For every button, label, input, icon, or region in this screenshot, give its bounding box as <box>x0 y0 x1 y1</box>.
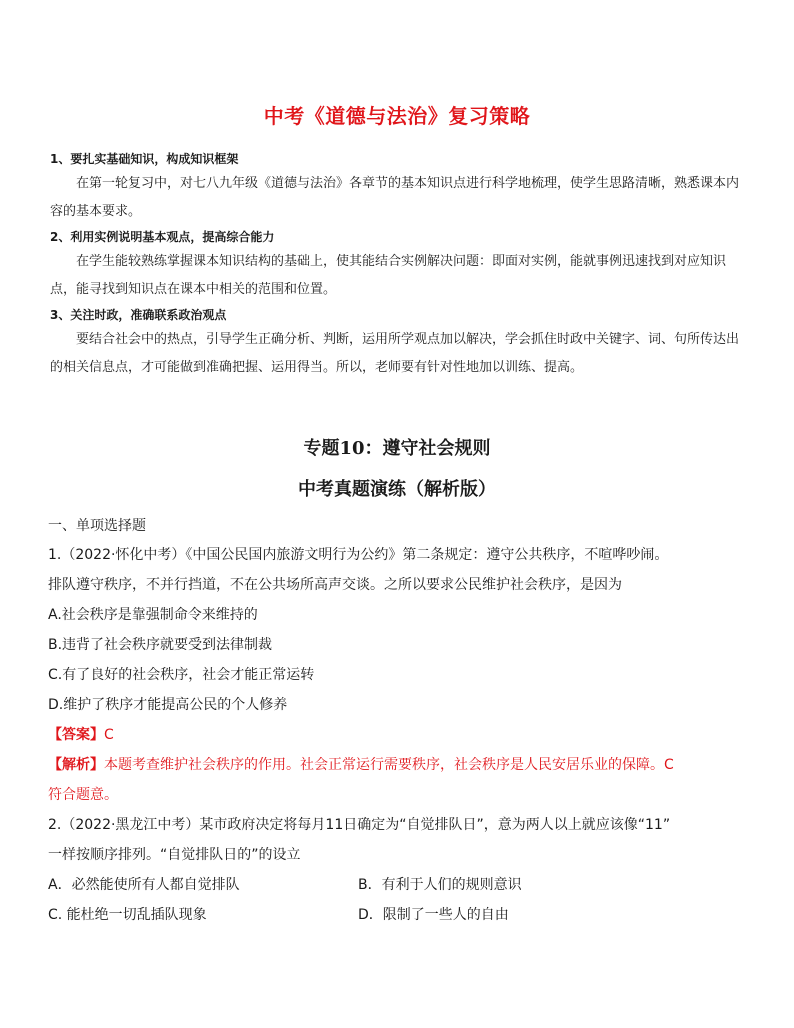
question-2-option-b: B．有利于人们的规则意识 <box>358 877 522 893</box>
question-2-option-c: C. 能杜绝一切乱插队现象 <box>48 907 207 923</box>
question-2-option-d: D．限制了一些人的自由 <box>358 907 509 923</box>
question-2-stem-line-1: 2.（2022·黑龙江中考）某市政府决定将每月11日确定为“自觉排队日”，意为两人以上就应该像“11” <box>48 817 671 833</box>
question-2 <box>48 810 753 930</box>
answer-value: C <box>104 727 114 743</box>
question-1-option-d: D.维护了秩序才能提高公民的个人修养 <box>48 697 288 713</box>
question-1-analysis-line-2: 符合题意。 <box>48 787 118 803</box>
question-2-stem-line-2: 一样按顺序排列。“自觉排队日的”的设立 <box>48 847 301 863</box>
answer-tag: 【答案】 <box>48 727 104 743</box>
strategy-heading-1: 1、要扎实基础知识，构成知识框架 <box>50 152 239 166</box>
question-1-answer <box>48 720 753 750</box>
question-1-stem-line-2: 排队遵守秩序，不并行挡道，不在公共场所高声交谈。之所以要求公民维护社会秩序，是因为 <box>48 577 622 593</box>
questions-section <box>48 512 753 930</box>
strategy-body-1: 在第一轮复习中，对七八九年级《道德与法治》各章节的基本知识点进行科学地梳理，使学生思路清晰，熟悉课本内容的基本要求。 <box>50 176 740 219</box>
question-2-option-a: A．必然能使所有人都自觉排队 <box>48 877 240 893</box>
question-1-option-a: A.社会秩序是靠强制命令来维持的 <box>48 607 258 623</box>
topic-title: 专题10：遵守社会规则 <box>303 438 491 459</box>
question-1-option-c: C.有了良好的社会秩序，社会才能正常运转 <box>48 667 315 683</box>
analysis-text-1: 本题考查维护社会秩序的作用。社会正常运行需要秩序，社会秩序是人民安居乐业的保障。C <box>104 757 674 773</box>
strategy-title: 中考《道德与法治》复习策略 <box>263 104 531 128</box>
section-heading: 一、单项选择题 <box>48 518 146 534</box>
analysis-tag: 【解析】 <box>48 757 104 773</box>
question-2-options-row-1 <box>48 870 753 900</box>
strategy-heading-3: 3、关注时政，准确联系政治观点 <box>50 308 227 322</box>
strategy-body-2: 在学生能较熟练掌握课本知识结构的基础上，使其能结合实例解决问题：即面对实例，能就事例迅速找到对应知识点，能寻找到知识点在课本中相关的范围和位置。 <box>50 254 727 297</box>
question-1-option-b: B.违背了社会秩序就要受到法律制裁 <box>48 637 273 653</box>
question-1 <box>48 540 753 810</box>
strategy-heading-2: 2、利用实例说明基本观点，提高综合能力 <box>50 230 275 244</box>
strategy-section <box>50 148 750 382</box>
question-1-analysis-line-1 <box>48 750 753 780</box>
topic-subtitle: 中考真题演练（解析版） <box>298 479 496 500</box>
question-1-stem-line-1: 1.（2022·怀化中考）《中国公民国内旅游文明行为公约》第二条规定：遵守公共秩序，不喧哗吵闹。 <box>48 547 669 563</box>
strategy-body-3: 要结合社会中的热点，引导学生正确分析、判断，运用所学观点加以解决，学会抓住时政中关键字、词、句所传达出的相关信息点，才可能做到准确把握、运用得当。所以，老师要有针对性地加以训练、提高。 <box>50 332 740 375</box>
question-2-options-row-2 <box>48 900 753 930</box>
